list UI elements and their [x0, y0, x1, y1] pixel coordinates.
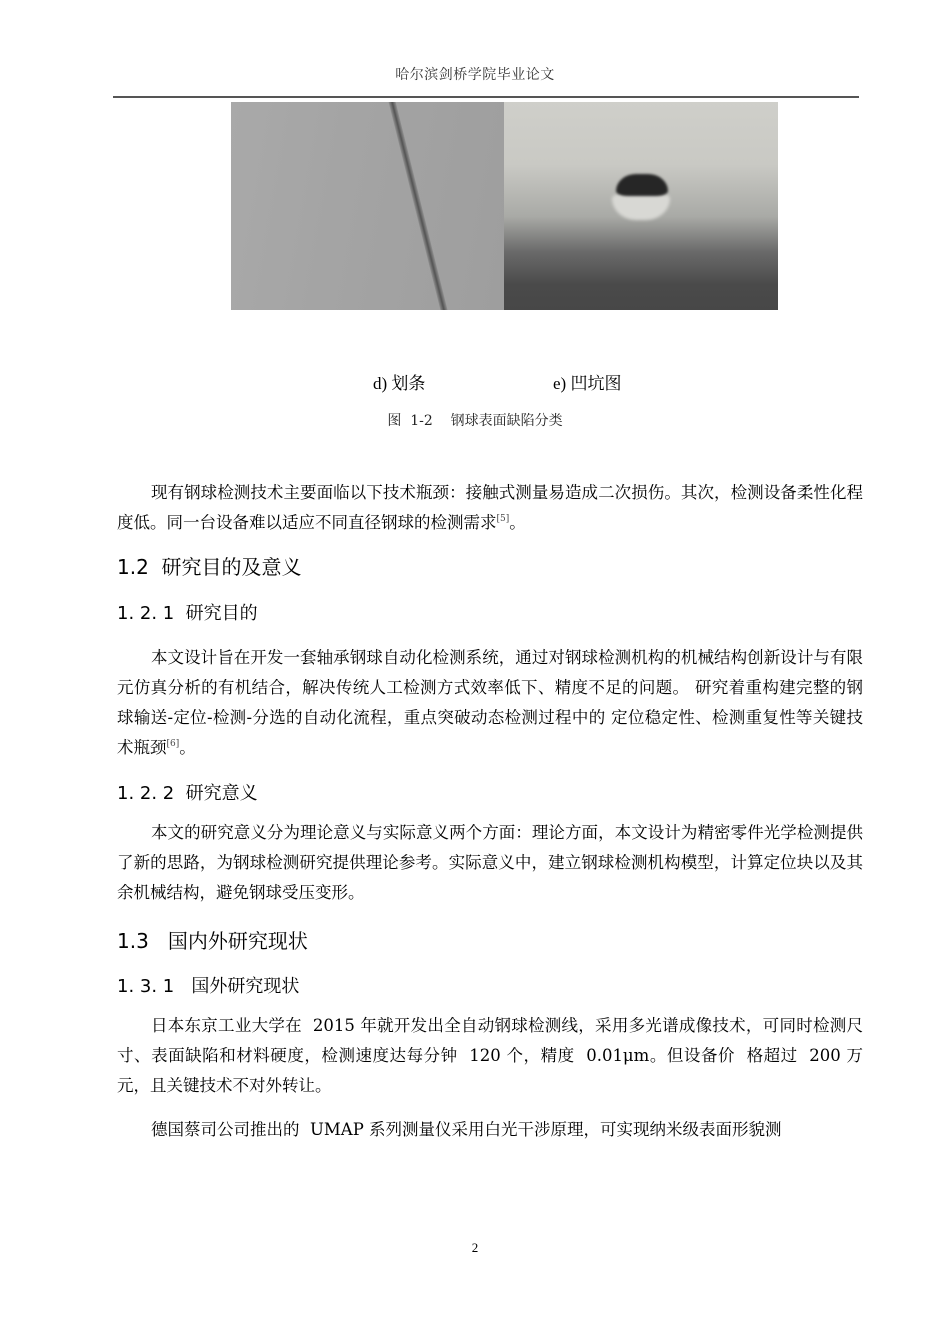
pit-shadow	[616, 174, 668, 196]
scratch-line	[386, 102, 451, 310]
citation-6[interactable]: [6]	[166, 739, 180, 749]
pit-defect-photo	[504, 102, 778, 310]
paragraph-end: 。	[179, 738, 196, 757]
subcaption-d: d) 划条	[373, 374, 426, 393]
section-heading-1-2: 1.2 研究目的及意义	[117, 555, 302, 579]
running-header: 哈尔滨剑桥学院毕业论文	[395, 67, 555, 83]
paragraph-text: 现有钢球检测技术主要面临以下技术瓶颈：接触式测量易造成二次损伤。其次，检测设备柔性化程度低。同一台设备难以适应不同直径钢球的检测需求	[117, 483, 863, 532]
paragraph-bottlenecks	[117, 478, 863, 538]
paragraph-research-purpose	[117, 643, 863, 763]
header-divider	[113, 96, 859, 98]
paragraph-japan-research: 日本东京工业大学在 2015 年就开发出全自动钢球检测线，采用多光谱成像技术，可同时检测尺寸、表面缺陷和材料硬度，检测速度达每分钟 120 个，精度 0.01μm。但设备价 格超过 200 万元，且关键技术不对外转让。	[117, 1016, 863, 1095]
page-number: 2	[471, 1240, 479, 1255]
subcaption-e: e) 凹坑图	[553, 374, 622, 393]
paragraph-end: 。	[509, 513, 526, 532]
citation-5[interactable]: [5]	[496, 514, 510, 524]
section-heading-1-3: 1.3 国内外研究现状	[117, 929, 308, 953]
scratch-defect-photo	[231, 102, 504, 310]
figure-1-2	[231, 102, 778, 310]
subsection-heading-1-3-1: 1. 3. 1 国外研究现状	[117, 976, 300, 997]
paragraph-text: 本文设计旨在开发一套轴承钢球自动化检测系统，通过对钢球检测机构的机械结构创新设计与有限元仿真分析的有机结合，解决传统人工检测方式效率低下、精度不足的问题。 研究着重构建完整的钢球输送-定位-检测-分选的自动化流程，重点突破动态检测过程中的 定位稳定性、检测重复性等关键技术瓶颈	[117, 648, 863, 757]
pit-highlight	[612, 194, 670, 220]
subsection-heading-1-2-1: 1. 2. 1 研究目的	[117, 603, 258, 624]
paragraph-research-significance: 本文的研究意义分为理论意义与实际意义两个方面：理论方面，本文设计为精密零件光学检测提供了新的思路，为钢球检测研究提供理论参考。实际意义中，建立钢球检测机构模型，计算定位块以及其余机械结构，避免钢球受压变形。	[117, 823, 863, 902]
paragraph-zeiss-research: 德国蔡司公司推出的 UMAP 系列测量仪采用白光干涉原理，可实现纳米级表面形貌测	[151, 1120, 782, 1139]
figure-caption: 图 1-2 钢球表面缺陷分类	[387, 413, 563, 429]
subsection-heading-1-2-2: 1. 2. 2 研究意义	[117, 783, 258, 804]
